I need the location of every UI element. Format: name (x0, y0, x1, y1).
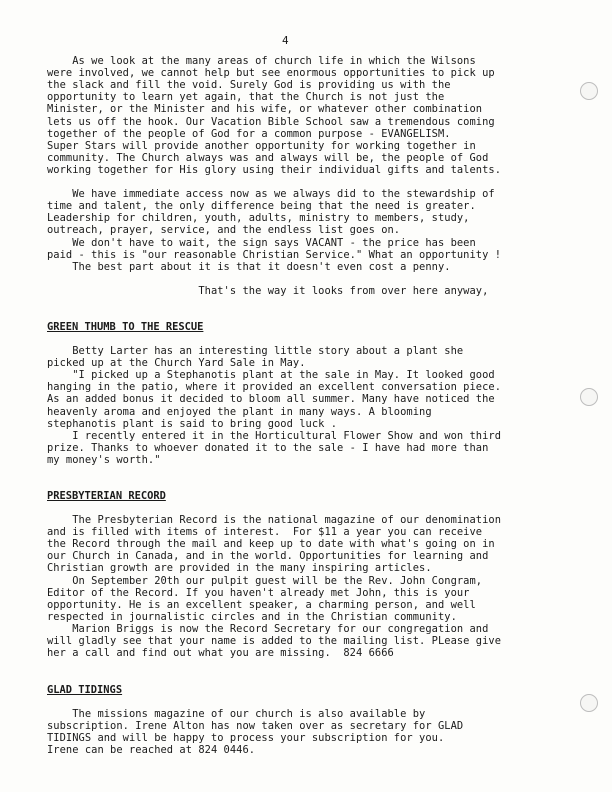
text-line: together of the people of God for a common purpose - EVANGELISM. (47, 127, 451, 140)
text-line: subscription. Irene Alton has now taken over as secretary for GLAD (47, 720, 464, 733)
text-line: paid - this is "our reasonable Christian Service." What an opportunity ! (47, 248, 502, 261)
text-line: the Record through the mail and keep up to date with what's going on in (47, 538, 495, 551)
text-line: On September 20th our pulpit guest will be the Rev. John Congram, (47, 574, 483, 587)
text-line: prize. Thanks to whoever donated it to the sale - I have had more than (47, 441, 489, 454)
text-line: Irene can be reached at 824 0446. (47, 744, 256, 757)
text-line: community. The Church always was and always will be, the people of God (47, 151, 489, 164)
glad-tidings-heading: GLAD TIDINGS (47, 684, 123, 696)
text-line: Super Stars will provide another opportunity for working together in (47, 139, 476, 152)
text-line: hanging in the patio, where it provided an excellent conversation piece. (47, 381, 502, 394)
text-line: opportunity to learn yet again, that the Church is not just the (47, 91, 445, 104)
text-line: The best part about it is that it doesn't even cost a penny. (47, 260, 451, 273)
text-line: our Church in Canada, and in the world. Opportunities for learning and (47, 550, 489, 563)
text-line: heavenly aroma and enjoyed the plant in many ways. A blooming (47, 405, 432, 418)
binder-hole (580, 694, 598, 712)
text-line: Betty Larter has an interesting little story about a plant she (47, 345, 464, 357)
text-line: Marion Briggs is now the Record Secretary for our congregation and (47, 622, 489, 635)
text-line: Leadership for children, youth, adults, ministry to members, study, (47, 212, 470, 225)
text-line: "I picked up a Stephanotis plant at the sale in May. It looked good (47, 369, 495, 382)
text-line: TIDINGS and will be happy to process your subscription for you. (47, 732, 445, 745)
text-line: We have immediate access now as we always did to the stewardship of (47, 188, 495, 201)
text-line: her a call and find out what you are missing. 824 6666 (47, 647, 394, 660)
text-line: stephanotis plant is said to bring good luck . (47, 417, 338, 430)
binder-hole (580, 82, 598, 100)
text-line: The Presbyterian Record is the national magazine of our denomination (47, 514, 502, 526)
text-line: outreach, prayer, service, and the endless list goes on. (47, 224, 401, 237)
binder-hole (580, 388, 598, 406)
text-line: will gladly see that your name is added to the mailing list. PLease give (47, 635, 502, 647)
text-line: my money's worth." (47, 453, 161, 466)
text-line: As we look at the many areas of church life in which the Wilsons (47, 55, 476, 67)
text-line: picked up at the Church Yard Sale in May. (47, 357, 306, 370)
text-line: time and talent, the only difference being that the need is greater. (47, 200, 476, 213)
text-line: were involved, we cannot help but see enormous opportunities to pick up (47, 67, 495, 80)
text-line: Minister, or the Minister and his wife, or whatever other combination (47, 103, 483, 116)
text-line: I recently entered it in the Horticultural Flower Show and won third (47, 429, 502, 442)
text-line: the slack and fill the void. Surely God is providing us with the (47, 79, 451, 92)
text-line: We don't have to wait, the sign says VACANT - the price has been (47, 236, 476, 249)
text-line: lets us off the hook. Our Vacation Bible School saw a tremendous coming (47, 115, 495, 128)
text-line: That's the way it looks from over here anyway, (47, 284, 489, 297)
page-number: 4 (282, 34, 289, 47)
text-line: The missions magazine of our church is also available by (47, 708, 426, 720)
text-line: respected in journalistic circles and in the Christian community. (47, 610, 457, 623)
text-line: Christian growth are provided in the many inspiring articles. (47, 562, 432, 575)
text-line: working together for His glory using their individual gifts and talents. (47, 163, 502, 176)
text-line: Editor of the Record. If you haven't already met John, this is your (47, 586, 470, 599)
text-line: As an added bonus it decided to bloom all summer. Many have noticed the (47, 393, 495, 406)
text-line: opportunity. He is an excellent speaker, a charming person, and well (47, 598, 476, 611)
green-thumb-heading: GREEN THUMB TO THE RESCUE (47, 321, 204, 333)
presbyterian-record-heading: PRESBYTERIAN RECORD (47, 490, 166, 502)
text-line: and is filled with items of interest. For $11 a year you can receive (47, 526, 483, 539)
